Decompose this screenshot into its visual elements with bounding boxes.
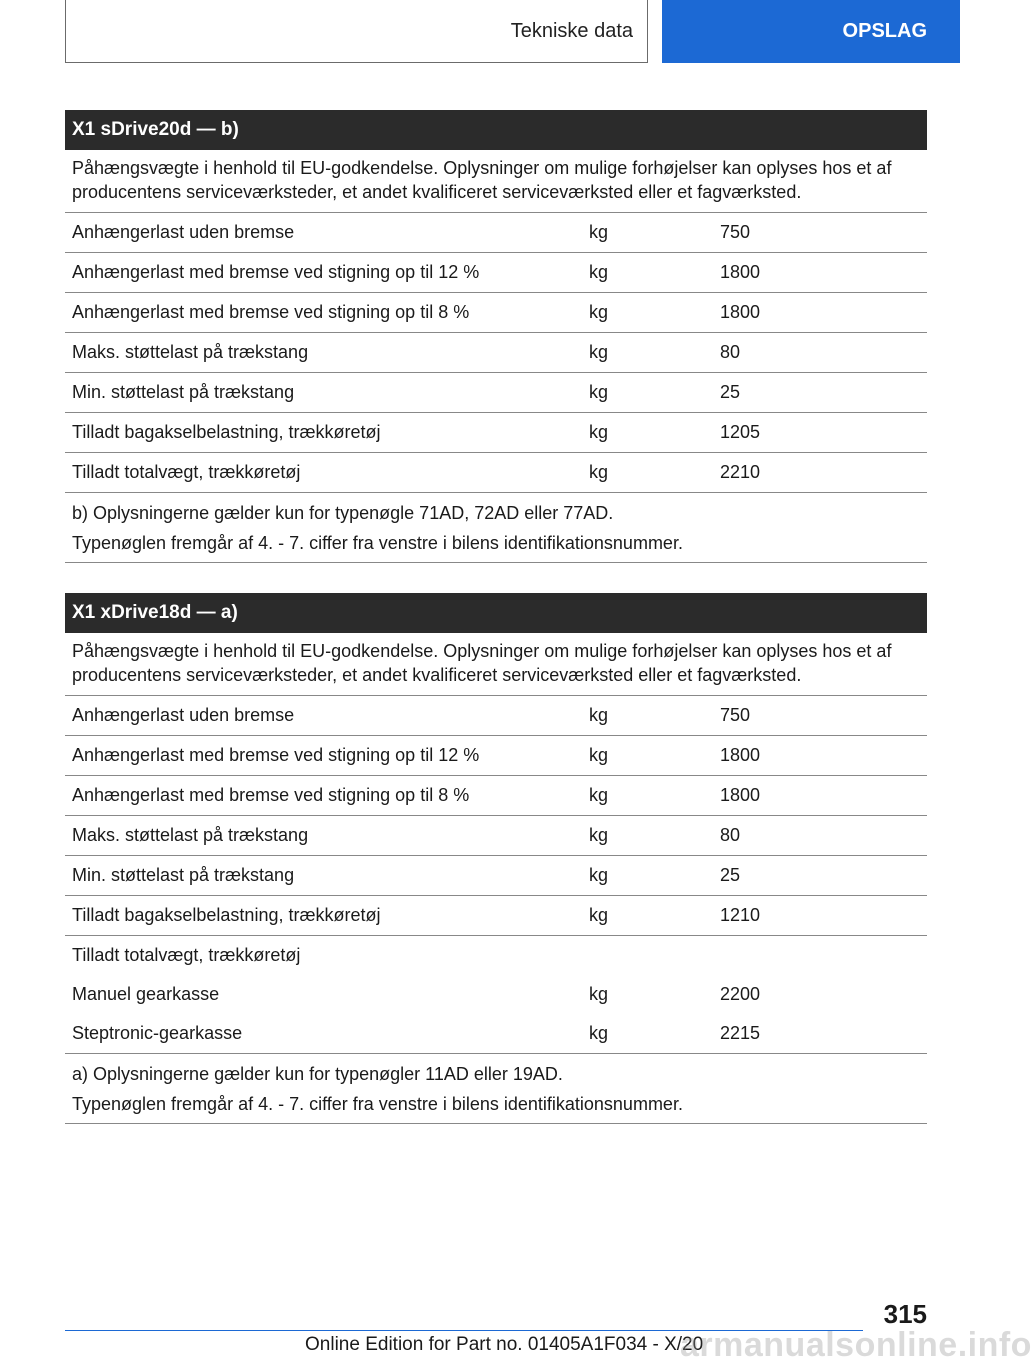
row-label: Anhængerlast med bremse ved stigning op til 8 % <box>72 302 470 322</box>
table-row <box>65 936 927 975</box>
row-label: Tilladt totalvægt, trækkøretøj <box>72 462 301 482</box>
table-row <box>65 293 927 333</box>
table-row <box>65 896 927 936</box>
table-row <box>65 413 927 453</box>
row-unit: kg <box>589 222 609 242</box>
row-unit: kg <box>589 984 609 1004</box>
table-title: X1 sDrive20d — b) <box>65 110 927 150</box>
table-row <box>65 333 927 373</box>
row-label: Min. støttelast på trækstang <box>72 382 295 402</box>
row-unit: kg <box>589 382 609 402</box>
footnote-line: Typenøglen fremgår af 4. - 7. ciffer fra venstre i bilens identifikationsnummer. <box>72 533 683 553</box>
row-value: 25 <box>720 382 741 402</box>
row-label: Anhængerlast med bremse ved stigning op til 8 % <box>72 785 470 805</box>
row-value: 80 <box>720 342 741 362</box>
row-unit: kg <box>589 785 609 805</box>
table-row <box>65 373 927 413</box>
row-label: Anhængerlast uden bremse <box>72 705 295 725</box>
row-value: 1800 <box>720 745 761 765</box>
row-unit: kg <box>589 342 609 362</box>
row-label: Tilladt bagakselbelastning, trækkøretøj <box>72 905 381 925</box>
table-row <box>65 453 927 493</box>
table-row <box>65 975 927 1014</box>
row-unit: kg <box>589 462 609 482</box>
table-intro: Påhængsvægte i henhold til EU-godkendelse. Oplysninger om mulige forhøjelser kan oplyses hos et af producentens serviceværksteder, et andet kvalificeret serviceværksted eller et fagværksted. <box>65 150 927 213</box>
edition-text: Online Edition for Part no. 01405A1F034 - X/20 <box>305 1334 704 1355</box>
table-row <box>65 776 927 816</box>
watermark: armanualsonline.info <box>680 1326 1032 1364</box>
row-label: Maks. støttelast på trækstang <box>72 825 309 845</box>
table-footnote <box>65 1054 927 1124</box>
chapter-tab[interactable] <box>65 0 648 63</box>
row-value: 2210 <box>720 462 761 482</box>
footnote-line: Typenøglen fremgår af 4. - 7. ciffer fra venstre i bilens identifikationsnummer. <box>72 1094 683 1114</box>
table-footnote <box>65 493 927 563</box>
table-row <box>65 736 927 776</box>
footnote-line: a) Oplysningerne gælder kun for typenøgler 11AD eller 19AD. <box>72 1064 563 1084</box>
row-label: Maks. støttelast på trækstang <box>72 342 309 362</box>
table-title: X1 xDrive18d — a) <box>65 593 927 633</box>
row-unit: kg <box>589 745 609 765</box>
row-value: 750 <box>720 222 751 242</box>
row-value: 1210 <box>720 905 761 925</box>
row-value: 80 <box>720 825 741 845</box>
row-value: 750 <box>720 705 751 725</box>
table-row <box>65 1014 927 1054</box>
row-label: Anhængerlast uden bremse <box>72 222 295 242</box>
row-label: Tilladt bagakselbelastning, trækkøretøj <box>72 422 381 442</box>
row-label: Anhængerlast med bremse ved stigning op til 12 % <box>72 745 480 765</box>
row-unit: kg <box>589 825 609 845</box>
section-title: OPSLAG <box>842 20 927 42</box>
table-row <box>65 856 927 896</box>
row-value: 1800 <box>720 785 761 805</box>
table-row <box>65 696 927 736</box>
row-value: 1205 <box>720 422 761 442</box>
section-tab[interactable] <box>662 0 960 63</box>
towing-table-xdrive18d <box>65 593 927 1124</box>
row-value: 2200 <box>720 984 761 1004</box>
row-label: Anhængerlast med bremse ved stigning op til 12 % <box>72 262 480 282</box>
row-label: Steptronic-gearkasse <box>72 1023 243 1043</box>
row-unit: kg <box>589 705 609 725</box>
footnote-line: b) Oplysningerne gælder kun for typenøgle 71AD, 72AD eller 77AD. <box>72 503 614 523</box>
row-unit: kg <box>589 1023 609 1043</box>
table-intro: Påhængsvægte i henhold til EU-godkendelse. Oplysninger om mulige forhøjelser kan oplyses hos et af producentens serviceværksteder, et andet kvalificeret serviceværksted eller et fagværksted. <box>65 633 927 696</box>
row-value: 2215 <box>720 1023 761 1043</box>
table-row <box>65 253 927 293</box>
chapter-title: Tekniske data <box>510 19 633 42</box>
row-label: Min. støttelast på trækstang <box>72 865 295 885</box>
table-row <box>65 213 927 253</box>
row-unit: kg <box>589 262 609 282</box>
row-unit: kg <box>589 422 609 442</box>
row-label: Tilladt totalvægt, trækkøretøj <box>72 945 301 965</box>
row-unit: kg <box>589 905 609 925</box>
row-unit: kg <box>589 302 609 322</box>
table-row <box>65 816 927 856</box>
row-value: 1800 <box>720 262 761 282</box>
page-number: 315 <box>883 1299 927 1329</box>
row-label: Manuel gearkasse <box>72 984 220 1004</box>
row-unit: kg <box>589 865 609 885</box>
towing-table-sdrive20d <box>65 110 927 563</box>
row-value: 1800 <box>720 302 761 322</box>
row-value: 25 <box>720 865 741 885</box>
